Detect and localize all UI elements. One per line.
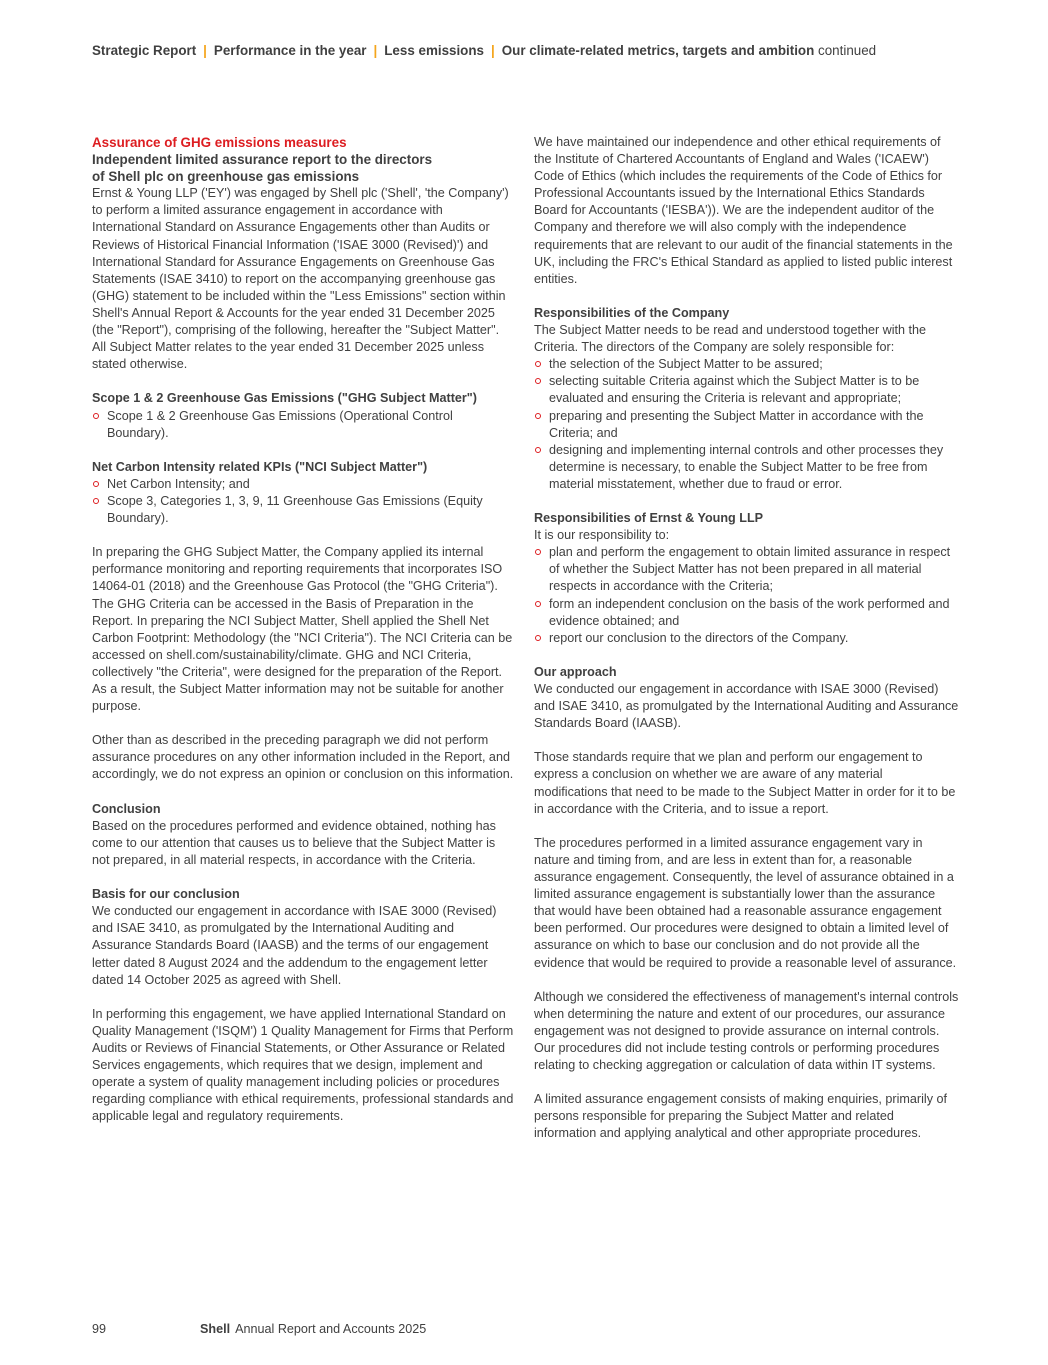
conclusion-heading: Conclusion xyxy=(92,801,161,816)
breadcrumb-strategic-report[interactable]: Strategic Report xyxy=(92,43,197,58)
breadcrumb-current-page: Our climate-related metrics, targets and ambition xyxy=(501,43,815,58)
list-item: plan and perform the engagement to obtain limited assurance in respect of whether the Subject Matter has not been prepared in all material respects in accordance with the Criteria; xyxy=(534,544,959,595)
independence-paragraph: We have maintained our independence and other ethical requirements of the Institute of Chartered Accountants of England and Wales ('ICAEW') Code of Ethics (which includes the requirements of the Code of Ethics for Professional Accountants issued by the International Ethics Standards Board for Accountants ('IESBA')). We are the independent auditor of the Company and therefore we will also comply with the independence requirements that are relevant to our audit of the financial statements in the UK, including the FRC's Ethical Standard as applied to listed public interest entities. xyxy=(534,135,953,286)
list-item: report our conclusion to the directors of the Company. xyxy=(534,630,959,647)
list-item: Scope 3, Categories 1, 3, 9, 11 Greenhouse Gas Emissions (Equity Boundary). xyxy=(92,493,515,527)
list-item: form an independent conclusion on the basis of the work performed and evidence obtained; and xyxy=(534,596,959,630)
intro-paragraph: Ernst & Young LLP ('EY') was engaged by Shell plc ('Shell', 'the Company') to perform a limited assurance engagement in accordance with International Standard on Assurance Engagements other than Audits or Reviews of Historical Financial Information ('ISAE 3000 (Revised)') and International Standard for Assurance Engagements on Greenhouse Gas Statements (ISAE 3410) to report on the accompanying greenhouse gas (GHG) statement to be included within the "Less Emissions" section within Shell's Annual Report & Accounts for the year ended 31 December 2025 (the "Report"), comprising of the following, hereafter the "Subject Matter". All Subject Matter relates to the year ended 31 December 2025 unless stated otherwise. xyxy=(92,186,509,372)
breadcrumb-separator: | xyxy=(203,43,207,58)
standards-paragraph: Those standards require that we plan and perform our engagement to express a conclusion on whether we are aware of any material modifications that need to be made to the Subject Matter in order for it to be in accordance with the Criteria, and to issue a report. xyxy=(534,750,956,816)
list-item: Net Carbon Intensity; and xyxy=(92,476,515,493)
right-column xyxy=(534,134,959,1143)
list-item: designing and implementing internal controls and other processes they determine is necessary, to enable the Subject Matter to be free from material misstatement, whether due to fraud or error. xyxy=(534,442,959,493)
criteria-paragraph: In preparing the GHG Subject Matter, the Company applied its internal performance monitoring and reporting requirements that incorporates ISO 14064-01 (2018) and the Greenhouse Gas Protocol (the "GHG Criteria"). The GHG Criteria can be accessed in the Basis of Preparation in the Report. In preparing the NCI Subject Matter, Shell applied the Shell Net Carbon Footprint: Methodology (the "NCI Criteria"). The NCI Criteria can be accessed on shell.com/sustainability/climate. GHG and NCI Criteria, collectively "the Criteria", were designed for the preparation of the Report. As a result, the Subject Matter information may not be suitable for another purpose. xyxy=(92,545,513,714)
other-info-paragraph: Other than as described in the preceding paragraph we did not perform assurance procedures on any other information included in the Report, and accordingly, we do not express an opinion or conclusion on this information. xyxy=(92,733,514,782)
scope-list xyxy=(92,408,515,442)
list-item: the selection of the Subject Matter to be assured; xyxy=(534,356,959,373)
isqm-paragraph: In performing this engagement, we have applied International Standard on Quality Management ('ISQM') 1 Quality Management for Firms that Perform Audits or Reviews of Financial Statements, or Other Assurance or Related Services engagements, which requires that we design, implement and operate a system of quality management including policies or procedures regarding compliance with ethical requirements, professional standards and applicable legal and regulatory requirements. xyxy=(92,1006,514,1124)
enquiries-paragraph: A limited assurance engagement consists of making enquiries, primarily of persons responsible for preparing the Subject Matter and related information and applying analytical and other appropriate procedures. xyxy=(534,1092,947,1141)
ey-responsibilities-heading: Responsibilities of Ernst & Young LLP xyxy=(534,511,764,526)
list-item: Scope 1 & 2 Greenhouse Gas Emissions (Operational Control Boundary). xyxy=(92,408,515,442)
list-item: preparing and presenting the Subject Matter in accordance with the Criteria; and xyxy=(534,408,959,442)
company-responsibilities-list xyxy=(534,356,959,493)
publication-title: Annual Report and Accounts 2025 xyxy=(235,1322,427,1336)
procedures-paragraph: The procedures performed in a limited assurance engagement vary in nature and timing from, and are less in extent than for, a reasonable assurance engagement. Consequently, the level of assurance obtained in a limited assurance engagement is substantially lower than the assurance that would have been obtained had a reasonable assurance engagement been performed. Our procedures were designed to obtain a limited level of assurance on which to base our conclusion and do not provide all the evidence that would be required to provide a reasonable level of assurance. xyxy=(534,835,957,970)
breadcrumb-performance[interactable]: Performance in the year xyxy=(213,43,367,58)
breadcrumb-continued: continued xyxy=(818,43,877,58)
company-responsibilities-intro: The Subject Matter needs to be read and understood together with the Criteria. The directors of the Company are solely responsible for: xyxy=(534,323,927,355)
scope-heading: Scope 1 & 2 Greenhouse Gas Emissions ("GHG Subject Matter") xyxy=(92,391,477,406)
conclusion-paragraph: Based on the procedures performed and evidence obtained, nothing has come to our attention that causes us to believe that the Subject Matter is not prepared, in all material respects, in accordance with the Criteria. xyxy=(92,818,496,867)
controls-paragraph: Although we considered the effectiveness of management's internal controls when determining the nature and extent of our procedures, our assurance engagement was not designed to provide assurance on internal controls. Our procedures did not include testing controls or performing procedures relating to checking aggregation or calculation of data within IT systems. xyxy=(534,989,959,1073)
nci-heading: Net Carbon Intensity related KPIs ("NCI Subject Matter") xyxy=(92,459,428,474)
page-number: 99 xyxy=(92,1322,107,1336)
company-responsibilities-heading: Responsibilities of the Company xyxy=(534,305,730,320)
page-footer xyxy=(92,1322,426,1336)
approach-paragraph: We conducted our engagement in accordance with ISAE 3000 (Revised) and ISAE 3410, as promulgated by the International Auditing and Assurance Standards Board (IAASB). xyxy=(534,682,959,731)
report-title-line-1: Independent limited assurance report to the directors xyxy=(92,152,433,168)
basis-heading: Basis for our conclusion xyxy=(92,887,240,902)
nci-list xyxy=(92,476,515,527)
left-column xyxy=(92,134,515,1125)
breadcrumb-less-emissions[interactable]: Less emissions xyxy=(384,43,484,58)
breadcrumb-separator: | xyxy=(491,43,495,58)
brand-name: Shell xyxy=(200,1322,231,1336)
report-title-line-2: of Shell plc on greenhouse gas emissions xyxy=(92,169,360,185)
breadcrumb-separator: | xyxy=(373,43,378,58)
basis-paragraph: We conducted our engagement in accordance with ISAE 3000 (Revised) and ISAE 3410, as promulgated by the International Auditing and Assurance Standards Board (IAASB) and the terms of our engagement letter dated 8 August 2024 and the addendum to the engagement letter dated 14 October 2025 as agreed with Shell. xyxy=(92,904,497,987)
approach-heading: Our approach xyxy=(534,664,617,679)
section-heading-assurance: Assurance of GHG emissions measures xyxy=(92,135,347,150)
breadcrumb xyxy=(92,43,988,58)
ey-responsibilities-intro: It is our responsibility to: xyxy=(534,528,670,543)
ey-responsibilities-list xyxy=(534,544,959,647)
list-item: selecting suitable Criteria against which the Subject Matter is to be evaluated and ensuring the Criteria is relevant and appropriate; xyxy=(534,373,959,407)
